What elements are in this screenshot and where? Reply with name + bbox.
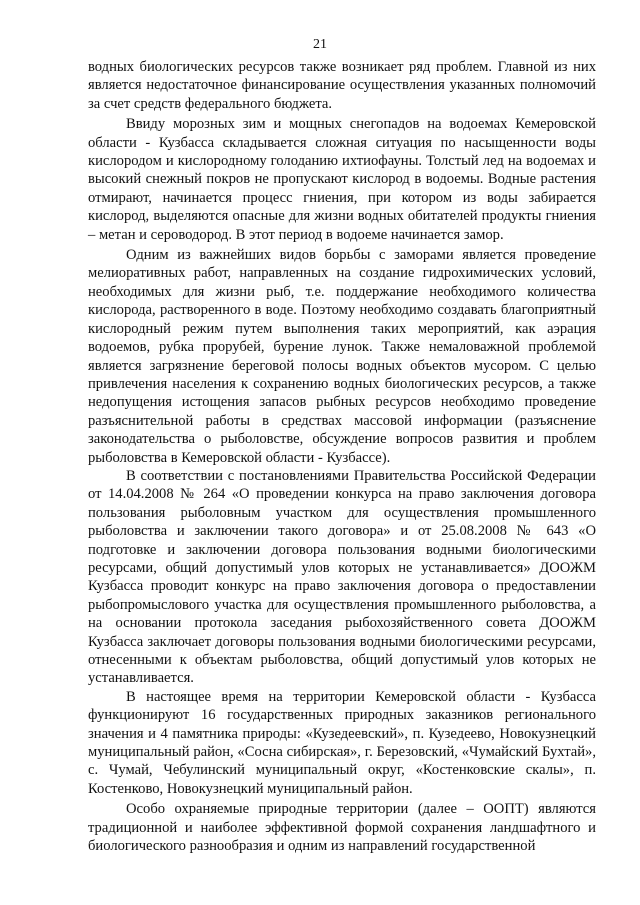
page-number: 21 xyxy=(313,37,327,52)
paragraph-government-resolutions: В соответствии с постановлениями Правительства Российской Федерации от 14.04.2008 № 264 «О проведении конкурса на право заключения договора пользования рыболовным участком для осуществления промышленного рыболовства и заключении такого договора» и от 25.08.2008 № 643 «О подготовке и заключении договора пользования водными биологическими ресурсами, общий допустимый улов которых не устанавливается» ДООЖМ Кузбасса проводит конкурс на право заключения договора о предоставлении рыбопромыслового участка для осуществления промышленного рыболовства, а на основании протокола заседания рыбохозяйственного совета ДООЖМ Кузбасса заключает договоры пользования водными биологическими ресурсами, отнесенными к объектам рыболовства, общий допустимый улов которых не устанавливается. xyxy=(88,467,596,687)
paragraph-protected-areas: Особо охраняемые природные территории (далее – ООПТ) являются традиционной и наиболее эффективной формой сохранения ландшафтного и биологического разнообразия и одним из направлений государственной xyxy=(88,801,596,855)
paragraph-fish-kill-prevention: Одним из важнейших видов борьбы с заморами является проведение мелиоративных работ, направленных на создание гидрохимических условий, необходимых для жизни рыб, т.е. поддержание необходимого количества кислорода, растворенного в воде. Поэтому необходимо создавать благоприятный кислородный режим путем выполнения таких мероприятий, как аэрация водоемов, рубка прорубей, бурение лунок. Также немаловажной проблемой является загрязнение береговой полосы водных объектов мусором. С целью привлечения населения к сохранению водных биологических ресурсов, а также недопущения истощения запасов рыбных ресурсов необходимо проведение разъяснительной работы в средствах массовой информации (разъяснение законодательства о рыболовстве, обсуждение вопросов развития и проблем рыболовства в Кемеровской области - Кузбассе). xyxy=(88,247,596,466)
body-text xyxy=(88,58,596,855)
paragraph-oxygen-deficit: Ввиду морозных зим и мощных снегопадов на водоемах Кемеровской области - Кузбасса складывается сложная ситуация по насыщенности воды кислородом и кислородному голоданию ихтиофауны. Толстый лед на водоемах и высокий снежный покров не пропускают кислород в водоемы. Водные растения отмирают, начинается процесс гниения, при котором из воды забирается кислород, выделяются опасные для жизни водных обитателей продукты гниения – метан и сероводород. В этот период в водоеме начинается замор. xyxy=(88,116,596,243)
paragraph-nature-reserves: В настоящее время на территории Кемеровской области - Кузбасса функционируют 16 государственных природных заказников регионального значения и 4 памятника природы: «Кузедеевский», п. Кузедеево, Новокузнецкий муниципальный район, «Сосна сибирская», г. Березовский, «Чумайский Бухтай», с. Чумай, Чебулинский муниципальный округ, «Костенковские скалы», п. Костенково, Новокузнецкий муниципальный район. xyxy=(88,688,596,797)
paragraph-continuation: водных биологических ресурсов также возникает ряд проблем. Главной из них является недостаточное финансирование осуществления указанных полномочий за счет средств федерального бюджета. xyxy=(88,59,596,112)
